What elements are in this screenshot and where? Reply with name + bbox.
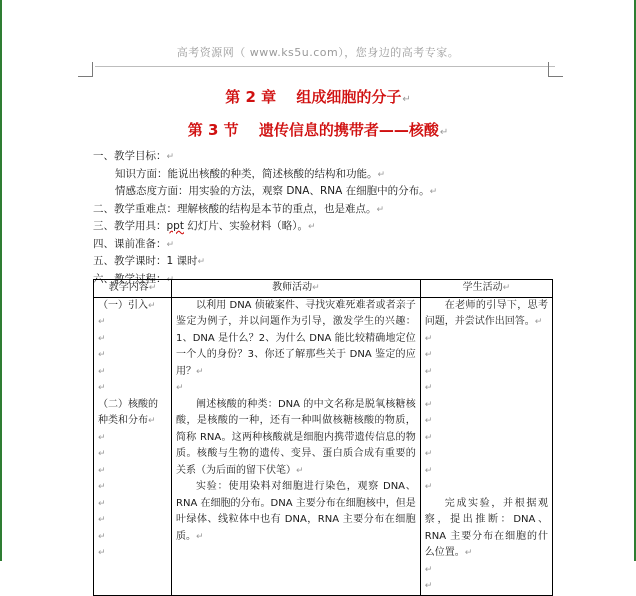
outline-subitem: 知识方面：能说出核酸的种类，简述核酸的结构和功能。↵ [115,167,386,180]
table-header-cell: 学生活动↵ [420,280,552,298]
student-paragraph: 完成实验，并根据观察，提出推断：DNA、RNA 主要分布在细胞的什么位置。↵ [424,497,548,558]
page-header: 高考资源网（ www.ks5u.com），您身边的高考专家。 [176,46,460,59]
lesson-outline [93,148,563,288]
table-header-cell: 教师活动↵ [172,280,421,298]
outline-item: 三、教学用具：ppt 幻灯片、实验材料（略）。↵ [93,220,316,232]
chapter-title-text: 第 2 章 组成细胞的分子 [225,88,402,106]
section-title-text: 第 3 节 遗传信息的携带者——核酸 [187,121,439,139]
outline-subitem: 情感态度方面：用实验的方法，观察 DNA、RNA 在细胞中的分布。↵ [115,185,438,197]
paragraph-mark: ↵ [402,94,411,105]
content-intro: （一）引入↵ [98,299,156,311]
table-header-cell: 教学内容↵ [94,280,172,298]
header-rule [95,66,555,67]
crop-mark-top-left [78,62,93,77]
paragraph-mark: ↵ [439,127,449,138]
teacher-paragraph: 阐述核酸的种类：DNA 的中文名称是脱氧核糖核酸，是核酸的一种，还有一种叫做核糖核酸的物质，简称 RNA。这两种核酸就是细胞内携带遗传信息的物质。核酸与生物的遗传、变异、蛋白质合成有重要的关系（为后面的留下伏笔）↵ [176,398,416,476]
window-left-border [0,0,2,561]
student-cell: 在老师的引导下，思考问题，并尝试作出回答。↵ ↵ ↵ ↵ ↵ ↵ ↵ ↵ ↵ ↵ ↵ 完成实验，并根据观察，提出推断：DNA、RNA 主要分布在细胞的什么位置。↵ ↵ ↵ [420,297,552,595]
student-paragraph: 在老师的引导下，思考问题，并尝试作出回答。↵ [424,299,548,327]
content-types: （二）核酸的种类和分布↵ [98,398,158,426]
crop-mark-top-right [548,62,563,77]
outline-item: 二、教学重难点：理解核酸的结构是本节的重点，也是难点。↵ [93,202,385,215]
outline-item: 一、教学目标：↵ [93,150,175,162]
outline-item: 六、教学过程：↵ [93,272,175,285]
teacher-cell: 以利用 DNA 侦破案件、寻找灾难死难者或者亲子鉴定为例子，并以问题作为引导，激发学生的兴趣：1、DNA 是什么？2、为什么 DNA 能比较精确地定位一个人的身份？3、你还了解那些关于 DNA 鉴定的应用？↵ ↵ 阐述核酸的种类：DNA 的中文名称是脱氧核糖核酸，是核酸的一种，还有一种叫做核糖核酸的物质，简称 RNA。这两种核酸就是细胞内携带遗传信息的物质。核酸与生物的遗传、变异、蛋白质合成有重要的关系（为后面的留下伏笔）↵ 实验：使用染料对细胞进行染色，观察 DNA、RNA 在细胞的分布。DNA 主要分布在细胞核中，但是叶绿体、线粒体中也有 DNA，RNA 主要分布在细胞质。↵ [172,297,421,595]
content-cell: （一）引入↵ ↵ ↵ ↵ ↵ ↵ （二）核酸的种类和分布↵ ↵ ↵ ↵ ↵ ↵ ↵ ↵ ↵ [94,297,172,595]
teacher-paragraph: 以利用 DNA 侦破案件、寻找灾难死难者或者亲子鉴定为例子，并以问题作为引导，激发学生的兴趣：1、DNA 是什么？2、为什么 DNA 能比较精确地定位一个人的身份？3、你还了解那些关于 DNA 鉴定的应用？↵ [176,299,416,377]
lesson-table [93,279,553,596]
chapter-title [0,86,636,107]
outline-item: 四、课前准备：↵ [93,237,175,250]
section-title [0,119,636,140]
table-header-row [94,280,553,298]
table-row [94,297,553,595]
spellcheck-word: ppt [166,220,184,232]
teacher-paragraph: 实验：使用染料对细胞进行染色，观察 DNA、RNA 在细胞的分布。DNA 主要分布在细胞核中，但是叶绿体、线粒体中也有 DNA，RNA 主要分布在细胞质。↵ [176,481,416,542]
outline-item: 五、教学课时：1 课时↵ [93,255,206,267]
